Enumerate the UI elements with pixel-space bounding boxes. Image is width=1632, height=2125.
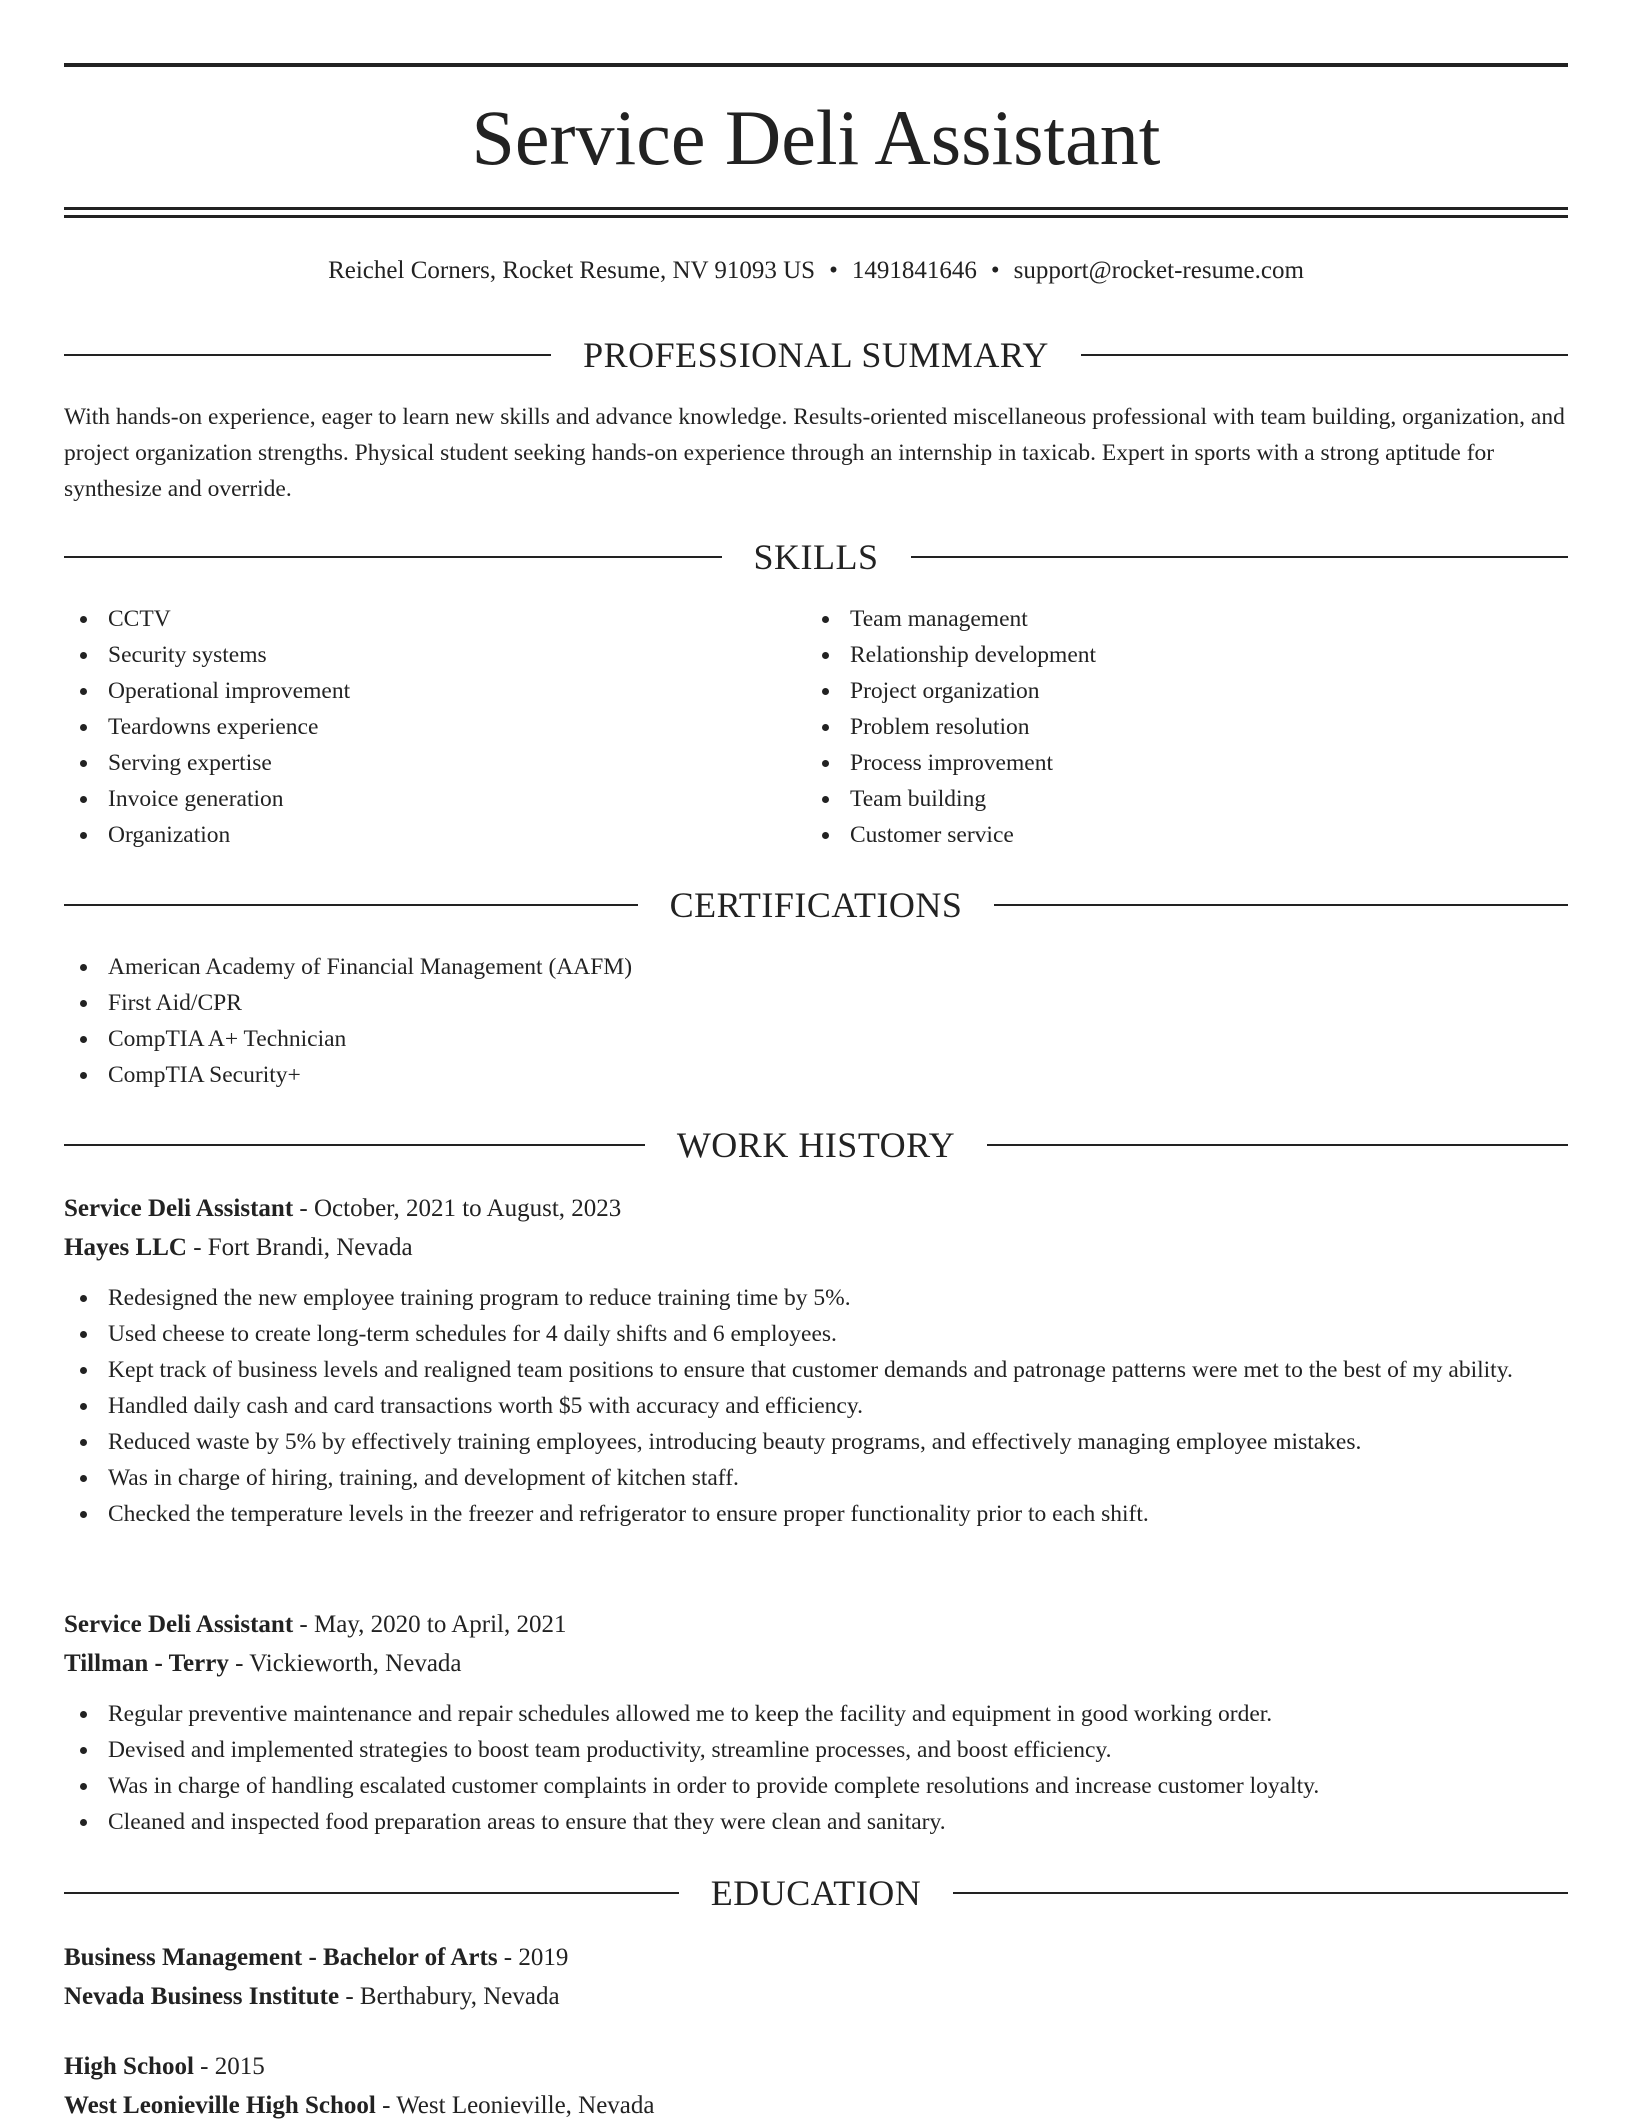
skill-item: Operational improvement <box>64 673 764 709</box>
skill-item: Team management <box>806 601 1506 637</box>
job-bullet: Regular preventive maintenance and repair schedules allowed me to keep the facility and equipment in good working order. <box>64 1696 1568 1732</box>
job-dates: October, 2021 to August, 2023 <box>313 1195 622 1222</box>
skill-item: Security systems <box>64 637 764 673</box>
work-history-heading-label: WORK HISTORY <box>676 1125 956 1165</box>
job-location: Fort Brandi, Nevada <box>207 1234 413 1261</box>
job-company: Tillman - Terry <box>64 1650 229 1677</box>
job-bullet: Was in charge of handling escalated customer complaints in order to provide complete resolutions and increase customer loyalty. <box>64 1768 1568 1804</box>
contact-separator: • <box>829 257 838 284</box>
education-year: 2015 <box>214 2053 265 2080</box>
education-entry <box>64 2047 1568 2125</box>
heading-rule-left <box>64 1892 679 1894</box>
education-degree: Business Management - Bachelor of Arts <box>64 1944 498 1971</box>
contact-separator: • <box>990 257 1000 284</box>
heading-rule-right <box>987 1144 1568 1146</box>
heading-rule-left <box>64 904 638 906</box>
skill-item: Customer service <box>806 817 1506 853</box>
education-location: West Leonieville, Nevada <box>396 2092 655 2119</box>
job-company-line: Hayes LLC - Fort Brandi, Nevada <box>64 1234 413 1261</box>
skill-item: Serving expertise <box>64 745 764 781</box>
contact-address: Reichel Corners, Rocket Resume, NV 91093 US <box>328 257 816 284</box>
skill-item: Problem resolution <box>806 709 1506 745</box>
contact-email: support@rocket-resume.com <box>1013 257 1304 284</box>
job-title-line: Service Deli Assistant - October, 2021 to August, 2023 <box>64 1195 622 1222</box>
certification-item: American Academy of Financial Management (AAFM) <box>64 949 1568 985</box>
education-school-line: Nevada Business Institute - Berthabury, Nevada <box>64 1983 560 2010</box>
education-year: 2019 <box>518 1944 569 1971</box>
education-school: West Leonieville High School <box>64 2092 376 2119</box>
job-entry <box>64 1189 1568 1532</box>
summary-text: With hands-on experience, eager to learn new skills and advance knowledge. Results-oriented miscellaneous professional with team building, organization, and project organization strengths. Physical student seeking hands-on experience through an internship in taxicab. Expert in sports with a strong aptitude for synthesize and override. <box>64 404 1565 502</box>
contact-line <box>64 253 1568 289</box>
job-title: Service Deli Assistant <box>64 1611 294 1638</box>
job-location: Vickieworth, Nevada <box>249 1650 462 1677</box>
heading-rule-right <box>911 556 1569 558</box>
job-bullet: Was in charge of hiring, training, and development of kitchen staff. <box>64 1460 1568 1496</box>
education-heading <box>64 1871 1568 1915</box>
skill-item: Organization <box>64 817 764 853</box>
skill-item: Team building <box>806 781 1506 817</box>
skills-list-right <box>806 601 1506 853</box>
skill-item: Process improvement <box>806 745 1506 781</box>
contact-phone: 1491841646 <box>851 257 977 284</box>
skills-heading-label: SKILLS <box>753 537 879 577</box>
job-title: Service Deli Assistant <box>64 1195 294 1222</box>
top-rule <box>64 63 1568 67</box>
job-bullet: Redesigned the new employee training program to reduce training time by 5%. <box>64 1280 1568 1316</box>
work-history-heading <box>64 1123 1568 1167</box>
certifications-list <box>64 949 1568 1093</box>
job-bullet: Reduced waste by 5% by effectively training employees, introducing beauty programs, and effectively managing employee mistakes. <box>64 1424 1568 1460</box>
skill-item: Invoice generation <box>64 781 764 817</box>
skill-item: Project organization <box>806 673 1506 709</box>
title-rule-lower <box>64 215 1568 218</box>
job-bullet: Cleaned and inspected food preparation areas to ensure that they were clean and sanitary. <box>64 1804 1568 1840</box>
skills-list-left <box>64 601 764 853</box>
certification-item: CompTIA A+ Technician <box>64 1021 1568 1057</box>
education-degree: High School <box>64 2053 194 2080</box>
certifications-heading <box>64 883 1568 927</box>
education-heading-label: EDUCATION <box>710 1873 922 1913</box>
job-bullets <box>64 1280 1568 1532</box>
education-location: Berthabury, Nevada <box>359 1983 560 2010</box>
skill-item: Relationship development <box>806 637 1506 673</box>
education-entry <box>64 1938 1568 2016</box>
job-bullet: Kept track of business levels and realigned team positions to ensure that customer demands and patronage patterns were met to the best of my ability. <box>64 1352 1568 1388</box>
skills-heading <box>64 535 1568 579</box>
job-company-line: Tillman - Terry - Vickieworth, Nevada <box>64 1650 462 1677</box>
heading-rule-left <box>64 556 722 558</box>
job-title-line: Service Deli Assistant - May, 2020 to April, 2021 <box>64 1611 567 1638</box>
heading-rule-right <box>994 904 1568 906</box>
education-degree-line: Business Management - Bachelor of Arts - 2019 <box>64 1944 569 1971</box>
certification-item: CompTIA Security+ <box>64 1057 1568 1093</box>
education-school: Nevada Business Institute <box>64 1983 340 2010</box>
heading-rule-left <box>64 1144 645 1146</box>
job-dates: May, 2020 to April, 2021 <box>313 1611 567 1638</box>
title-rule-upper <box>64 207 1568 210</box>
job-entry <box>64 1605 1568 1840</box>
summary-heading <box>64 333 1568 377</box>
job-bullet: Devised and implemented strategies to boost team productivity, streamline processes, and boost efficiency. <box>64 1732 1568 1768</box>
heading-rule-right <box>953 1892 1568 1894</box>
job-bullet: Checked the temperature levels in the freezer and refrigerator to ensure proper functionality prior to each shift. <box>64 1496 1568 1532</box>
job-bullet: Handled daily cash and card transactions worth $5 with accuracy and efficiency. <box>64 1388 1568 1424</box>
resume-title: Service Deli Assistant <box>471 94 1161 181</box>
skill-item: Teardowns experience <box>64 709 764 745</box>
job-company: Hayes LLC <box>64 1234 187 1261</box>
education-degree-line: High School - 2015 <box>64 2053 265 2080</box>
summary-heading-label: PROFESSIONAL SUMMARY <box>583 335 1049 375</box>
job-bullet: Used cheese to create long-term schedules for 4 daily shifts and 6 employees. <box>64 1316 1568 1352</box>
education-school-line: West Leonieville High School - West Leonieville, Nevada <box>64 2092 655 2119</box>
heading-rule-right <box>1081 354 1568 356</box>
certifications-heading-label: CERTIFICATIONS <box>669 885 963 925</box>
certification-item: First Aid/CPR <box>64 985 1568 1021</box>
skill-item: CCTV <box>64 601 764 637</box>
job-bullets <box>64 1696 1568 1840</box>
heading-rule-left <box>64 354 551 356</box>
